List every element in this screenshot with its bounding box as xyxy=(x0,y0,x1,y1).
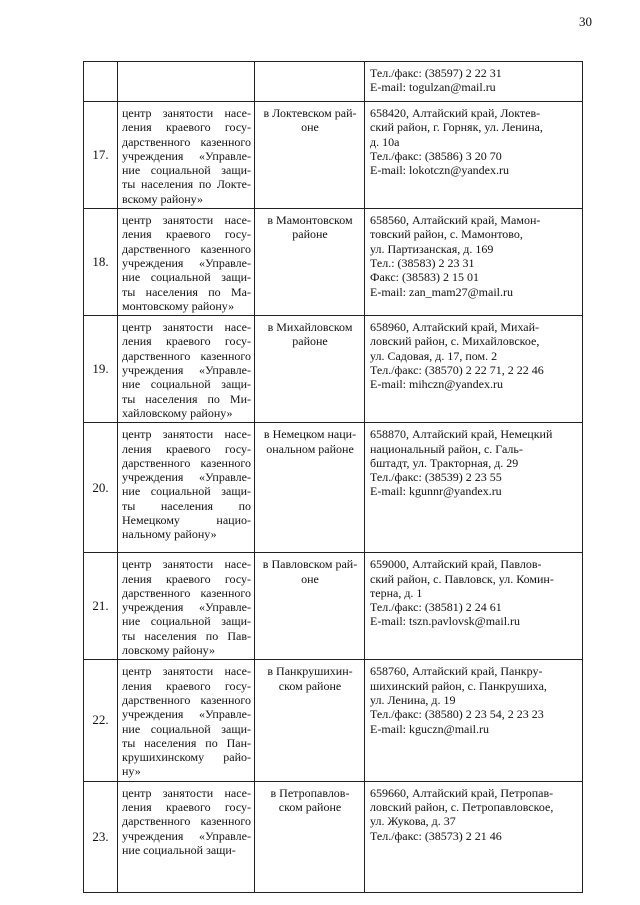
organization-name-line: дарственного казенного xyxy=(122,241,251,256)
organization-name-line: учреждения «Управле- xyxy=(122,470,251,485)
table-row xyxy=(84,553,583,660)
organization-name-line: ты населения по Пав- xyxy=(122,628,251,643)
contact-cell xyxy=(365,102,583,209)
organization-name-line: центр занятости насе- xyxy=(122,785,251,800)
district-line: оне xyxy=(301,571,319,586)
contact-line: Тел./факс: (38586) 3 20 70 xyxy=(370,148,502,163)
organization-name-line: ловскому району» xyxy=(122,643,215,658)
organization-name-line: учреждения «Управле- xyxy=(122,707,251,722)
district-cell xyxy=(255,102,365,209)
organization-name-line: ления краевого госу- xyxy=(122,227,251,242)
organization-name-line: ления краевого госу- xyxy=(122,678,251,693)
organization-name-cell xyxy=(118,423,255,553)
contact-cell xyxy=(365,209,583,316)
contact-line: ловский район, с. Петропавловское, xyxy=(370,799,554,814)
contact-line: 658760, Алтайский край, Панкру- xyxy=(370,664,543,679)
organization-name-line: хайловскому району» xyxy=(122,405,233,420)
contact-cell xyxy=(365,781,583,892)
district-line: ском районе xyxy=(278,799,342,814)
organization-name-line: ты населения по xyxy=(122,498,251,513)
organization-name-line: ления краевого госу- xyxy=(122,120,251,135)
organization-name-line: учреждения «Управле- xyxy=(122,148,251,163)
district-line: в Немецком наци- xyxy=(263,427,357,442)
contact-line: 659660, Алтайский край, Петропав- xyxy=(370,785,554,800)
contact-line: ский район, с. Павловск, ул. Комин- xyxy=(370,571,554,586)
contact-line: E-mail: tszn.pavlovsk@mail.ru xyxy=(370,614,521,629)
organization-name-line: ние социальной защи- xyxy=(122,721,251,736)
organization-name-line: ну» xyxy=(122,764,141,779)
contact-line: E-mail: kgunnr@yandex.ru xyxy=(370,484,502,499)
district-line: в Мамонтовском xyxy=(267,213,353,228)
district-line: районе xyxy=(292,227,328,242)
contact-line: E-mail: lokotczn@yandex.ru xyxy=(370,163,510,178)
organization-name-cell xyxy=(118,781,255,892)
organization-name-line: ты населения по Пан- xyxy=(122,735,251,750)
contact-cell xyxy=(365,316,583,423)
row-number-cell: 20. xyxy=(84,423,118,553)
contact-line: E-mail: kguczn@mail.ru xyxy=(370,721,490,736)
table-row xyxy=(84,316,583,423)
contact-line: Тел./факс: (38539) 2 23 55 xyxy=(370,470,502,485)
organization-name-cell xyxy=(118,102,255,209)
district-line: в Михайловском xyxy=(267,320,353,335)
district-line: районе xyxy=(292,334,328,349)
contact-line: Тел./факс: (38597) 2 22 31 xyxy=(370,66,502,80)
table-row xyxy=(84,423,583,553)
contact-line: ловский район, с. Михайловское, xyxy=(370,334,540,349)
contact-line: шихинский район, с. Панкрушиха, xyxy=(370,678,547,693)
organization-name-line: ты населения по Ми- xyxy=(122,391,251,406)
organization-name-line: крушихинскому райо- xyxy=(122,750,251,765)
organization-name-line: центр занятости насе- xyxy=(122,213,251,228)
organization-name-line: дарственного казенного xyxy=(122,814,251,829)
organization-name-line: ты населения по Ма- xyxy=(122,284,251,299)
organization-name-line: дарственного казенного xyxy=(122,134,251,149)
district-line: ском районе xyxy=(278,678,342,693)
contact-cell xyxy=(365,62,583,102)
contact-line: 659000, Алтайский край, Павлов- xyxy=(370,557,542,572)
contact-line: 658960, Алтайский край, Михай- xyxy=(370,320,540,335)
district-line: в Петропавлов- xyxy=(270,785,350,800)
organization-name-line: ние социальной защи- xyxy=(122,484,251,499)
district-cell xyxy=(255,62,365,102)
organization-name-line: ние социальной защи- xyxy=(122,163,251,178)
organization-name-line: дарственного казенного xyxy=(122,348,251,363)
organization-name-line: монтовскому району» xyxy=(122,298,235,313)
organization-name-cell xyxy=(118,62,255,102)
organization-name-line: дарственного казенного xyxy=(122,455,251,470)
organization-name-line: ления краевого госу- xyxy=(122,571,251,586)
contact-line: терна, д. 1 xyxy=(370,585,423,600)
contact-line: 658420, Алтайский край, Локтев- xyxy=(370,106,541,120)
organization-name-line: нальному району» xyxy=(122,527,217,542)
organization-name-cell xyxy=(118,316,255,423)
organization-name-line: ления краевого госу- xyxy=(122,799,251,814)
district-line: ональном районе xyxy=(266,441,354,456)
organization-name-line: Немецкому нацио- xyxy=(122,513,251,528)
contact-line: бштадт, ул. Тракторная, д. 29 xyxy=(370,455,519,470)
organization-name-line: ления краевого госу- xyxy=(122,441,251,456)
organization-name-cell xyxy=(118,660,255,781)
organization-name-line: вскому району» xyxy=(122,191,203,206)
table-row xyxy=(84,102,583,209)
row-number-cell: 21. xyxy=(84,553,118,660)
organization-name-line: центр занятости насе- xyxy=(122,664,251,679)
organization-name-line: ние социальной защи- xyxy=(122,614,251,629)
row-number-cell xyxy=(84,62,118,102)
district-cell xyxy=(255,316,365,423)
row-number-cell: 18. xyxy=(84,209,118,316)
contact-line: Факс: (38583) 2 15 01 xyxy=(370,270,479,285)
district-line: в Панкрушихин- xyxy=(267,664,353,679)
contact-line: ул. Жукова, д. 37 xyxy=(370,814,456,829)
organization-name-line: учреждения «Управле- xyxy=(122,255,251,270)
organization-name-cell xyxy=(118,209,255,316)
district-cell xyxy=(255,660,365,781)
table-row xyxy=(84,660,583,781)
organization-name-line: учреждения «Управле- xyxy=(122,828,251,843)
contact-line: E-mail: mihczn@yandex.ru xyxy=(370,377,504,392)
contact-line: ский район, г. Горняк, ул. Ленина, xyxy=(370,120,543,135)
organization-name-line: центр занятости насе- xyxy=(122,106,251,120)
district-line: оне xyxy=(301,120,319,135)
district-cell xyxy=(255,781,365,892)
contact-cell xyxy=(365,423,583,553)
employment-centers-table xyxy=(83,61,583,893)
organization-name-cell xyxy=(118,553,255,660)
row-number-cell: 23. xyxy=(84,781,118,892)
district-line: в Павловском рай- xyxy=(262,557,358,572)
contact-line: Тел.: (38583) 2 23 31 xyxy=(370,255,475,270)
row-number-cell: 19. xyxy=(84,316,118,423)
district-cell xyxy=(255,209,365,316)
contact-line: товский район, с. Мамонтово, xyxy=(370,227,523,242)
contact-cell xyxy=(365,660,583,781)
table-row xyxy=(84,781,583,892)
row-number-cell: 17. xyxy=(84,102,118,209)
contact-line: 658870, Алтайский край, Немецкий xyxy=(370,427,553,442)
organization-name-line: дарственного казенного xyxy=(122,692,251,707)
table-row xyxy=(84,209,583,316)
page-number: 30 xyxy=(579,14,592,29)
organization-name-line: ние социальной защи- xyxy=(122,270,251,285)
contact-line: д. 10а xyxy=(370,134,400,149)
district-cell xyxy=(255,423,365,553)
organization-name-line: центр занятости насе- xyxy=(122,320,251,335)
contact-line: Тел./факс: (38570) 2 22 71, 2 22 46 xyxy=(370,363,544,378)
district-line: в Локтевском рай- xyxy=(263,106,357,120)
contact-line: Тел./факс: (38573) 2 21 46 xyxy=(370,828,502,843)
table-row xyxy=(84,62,583,102)
contact-line: E-mail: zan_mam27@mail.ru xyxy=(370,284,514,299)
organization-name-line: ты населения по Локте- xyxy=(122,177,251,192)
contact-line: 658560, Алтайский край, Мамон- xyxy=(370,213,541,228)
contact-line: E-mail: togulzan@mail.ru xyxy=(370,80,496,95)
organization-name-line: дарственного казенного xyxy=(122,585,251,600)
organization-name-line: учреждения «Управле- xyxy=(122,600,251,615)
contact-line: Тел./факс: (38580) 2 23 54, 2 23 23 xyxy=(370,707,544,722)
organization-name-line: учреждения «Управле- xyxy=(122,363,251,378)
contact-line: ул. Ленина, д. 19 xyxy=(370,692,456,707)
organization-name-line: ления краевого госу- xyxy=(122,334,251,349)
contact-line: национальный район, с. Галь- xyxy=(370,441,523,456)
contact-line: ул. Садовая, д. 17, пом. 2 xyxy=(370,348,498,363)
organization-name-line: ние социальной защи- xyxy=(122,377,251,392)
district-cell xyxy=(255,553,365,660)
organization-name-line: центр занятости насе- xyxy=(122,427,251,442)
contact-line: Тел./факс: (38581) 2 24 61 xyxy=(370,600,502,615)
organization-name-line: ние социальной защи- xyxy=(122,842,236,857)
contact-line: ул. Партизанская, д. 169 xyxy=(370,241,494,256)
row-number-cell: 22. xyxy=(84,660,118,781)
contact-cell xyxy=(365,553,583,660)
organization-name-line: центр занятости насе- xyxy=(122,557,251,572)
